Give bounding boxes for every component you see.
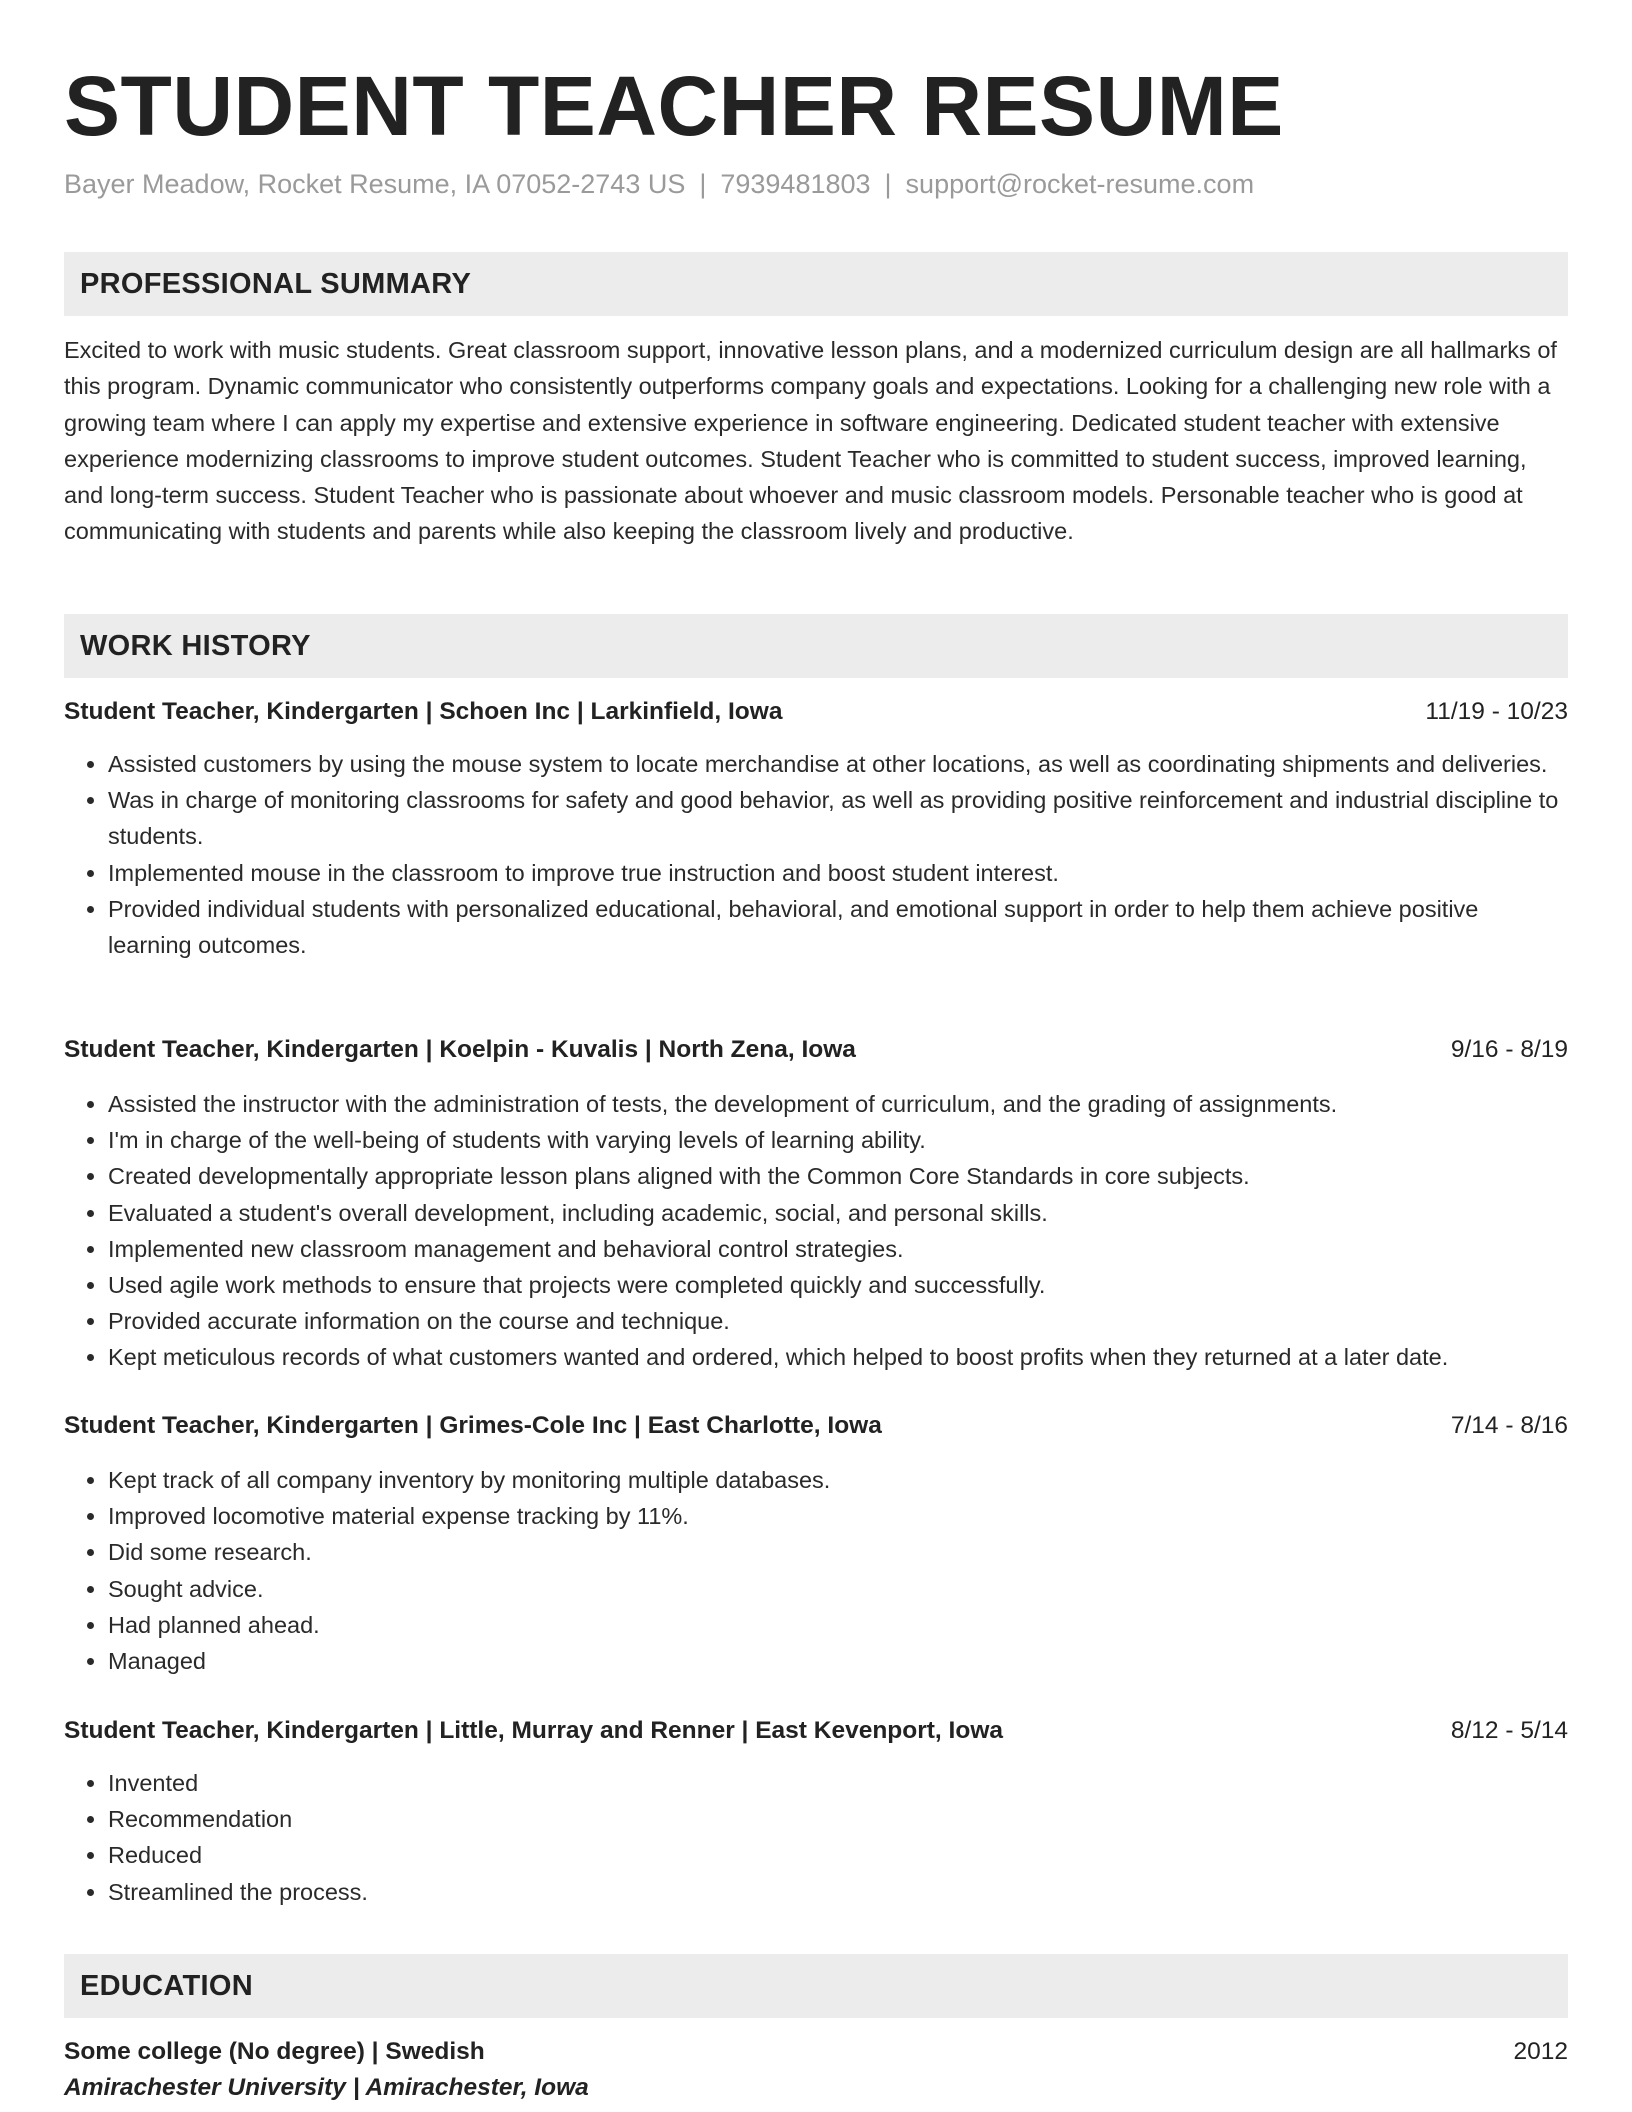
section-heading-summary: PROFESSIONAL SUMMARY — [64, 252, 1568, 316]
job-bullet: • Reduced — [108, 1837, 1568, 1873]
job-bullet: • Kept track of all company inventory by monitoring multiple databases. — [108, 1462, 1568, 1498]
job-header — [64, 1408, 1568, 1444]
section-heading-education: EDUCATION — [64, 1954, 1568, 2018]
job-bullets — [64, 1765, 1568, 1910]
job-bullet: • Sought advice. — [108, 1571, 1568, 1607]
job-dates: 8/12 - 5/14 — [1450, 1717, 1568, 1744]
job-bullet: • Did some research. — [108, 1534, 1568, 1570]
job-bullet: • Streamlined the process. — [108, 1874, 1568, 1910]
contact-line — [64, 166, 1254, 202]
job-bullet: • Provided individual students with personalized educational, behavioral, and emotional support in order to help them achieve positive learning outcomes. — [108, 891, 1568, 963]
education-school: Amirachester University | Amirachester, Iowa — [64, 2074, 589, 2101]
job-bullet: • Improved locomotive material expense tracking by 11%. — [108, 1498, 1568, 1534]
resume-title: STUDENT TEACHER RESUME — [64, 59, 1284, 153]
contact-separator: | — [699, 169, 707, 199]
job-bullets — [64, 746, 1568, 963]
job-bullet: • Evaluated a student's overall development, including academic, social, and personal skills. — [108, 1195, 1568, 1231]
job-bullet: • Implemented mouse in the classroom to improve true instruction and boost student interest. — [108, 855, 1568, 891]
job-entry — [64, 1713, 1568, 1910]
education-degree: Some college (No degree) | Swedish — [64, 2038, 485, 2065]
job-bullet: • Used agile work methods to ensure that projects were completed quickly and successfully. — [108, 1267, 1568, 1303]
job-entry — [64, 1032, 1568, 1376]
job-bullets — [64, 1086, 1568, 1376]
job-bullet: • Implemented new classroom management and behavioral control strategies. — [108, 1231, 1568, 1267]
job-bullet: • Was in charge of monitoring classrooms for safety and good behavior, as well as providing positive reinforcement and industrial discipline to students. — [108, 782, 1568, 854]
summary-text: Excited to work with music students. Great classroom support, innovative lesson plans, and a modernized curriculum design are all hallmarks of this program. Dynamic communicator who consistently outperforms company goals and expectations. Looking for a challenging new role with a growing team where I can apply my expertise and extensive experience in software engineering. Dedicated student teacher with extensive experience modernizing classrooms to improve student outcomes. Student Teacher who is committed to student success, improved learning, and long-term success. Student Teacher who is passionate about whoever and music classroom models. Personable teacher who is good at communicating with students and parents while also keeping the classroom lively and productive. — [64, 337, 1557, 545]
section-heading-work-history: WORK HISTORY — [64, 614, 1568, 678]
job-bullet: • I'm in charge of the well-being of students with varying levels of learning ability. — [108, 1122, 1568, 1158]
job-bullet: • Had planned ahead. — [108, 1607, 1568, 1643]
job-bullet: • Invented — [108, 1765, 1568, 1801]
job-bullet: • Provided accurate information on the course and technique. — [108, 1303, 1568, 1339]
job-title: Student Teacher, Kindergarten | Grimes-Cole Inc | East Charlotte, Iowa — [64, 1412, 882, 1439]
contact-address: Bayer Meadow, Rocket Resume, IA 07052-2743 US — [64, 169, 686, 199]
education-year: 2012 — [1513, 2038, 1568, 2065]
job-bullet: • Kept meticulous records of what customers wanted and ordered, which helped to boost profits when they returned at a later date. — [108, 1339, 1568, 1375]
contact-phone: 7939481803 — [720, 169, 871, 199]
job-bullet: • Assisted the instructor with the administration of tests, the development of curriculum, and the grading of assignments. — [108, 1086, 1568, 1122]
job-bullet: • Managed — [108, 1643, 1568, 1679]
contact-email: support@rocket-resume.com — [905, 169, 1255, 199]
job-header — [64, 694, 1568, 730]
job-header — [64, 1032, 1568, 1068]
job-header — [64, 1713, 1568, 1749]
job-dates: 9/16 - 8/19 — [1450, 1036, 1568, 1063]
job-bullet: • Assisted customers by using the mouse system to locate merchandise at other locations, as well as coordinating shipments and deliveries. — [108, 746, 1568, 782]
job-title: Student Teacher, Kindergarten | Koelpin - Kuvalis | North Zena, Iowa — [64, 1036, 856, 1063]
job-title: Student Teacher, Kindergarten | Schoen Inc | Larkinfield, Iowa — [64, 698, 783, 725]
job-bullets — [64, 1462, 1568, 1679]
job-dates: 11/19 - 10/23 — [1425, 698, 1568, 725]
education-header — [64, 2034, 1568, 2070]
job-bullet: • Created developmentally appropriate lesson plans aligned with the Common Core Standards in core subjects. — [108, 1158, 1568, 1194]
contact-separator: | — [884, 169, 892, 199]
job-entry — [64, 694, 1568, 963]
job-dates: 7/14 - 8/16 — [1450, 1412, 1568, 1439]
job-entry — [64, 1408, 1568, 1679]
education-entry — [64, 2034, 1568, 2106]
job-bullet: • Recommendation — [108, 1801, 1568, 1837]
job-title: Student Teacher, Kindergarten | Little, Murray and Renner | East Kevenport, Iowa — [64, 1717, 1004, 1744]
